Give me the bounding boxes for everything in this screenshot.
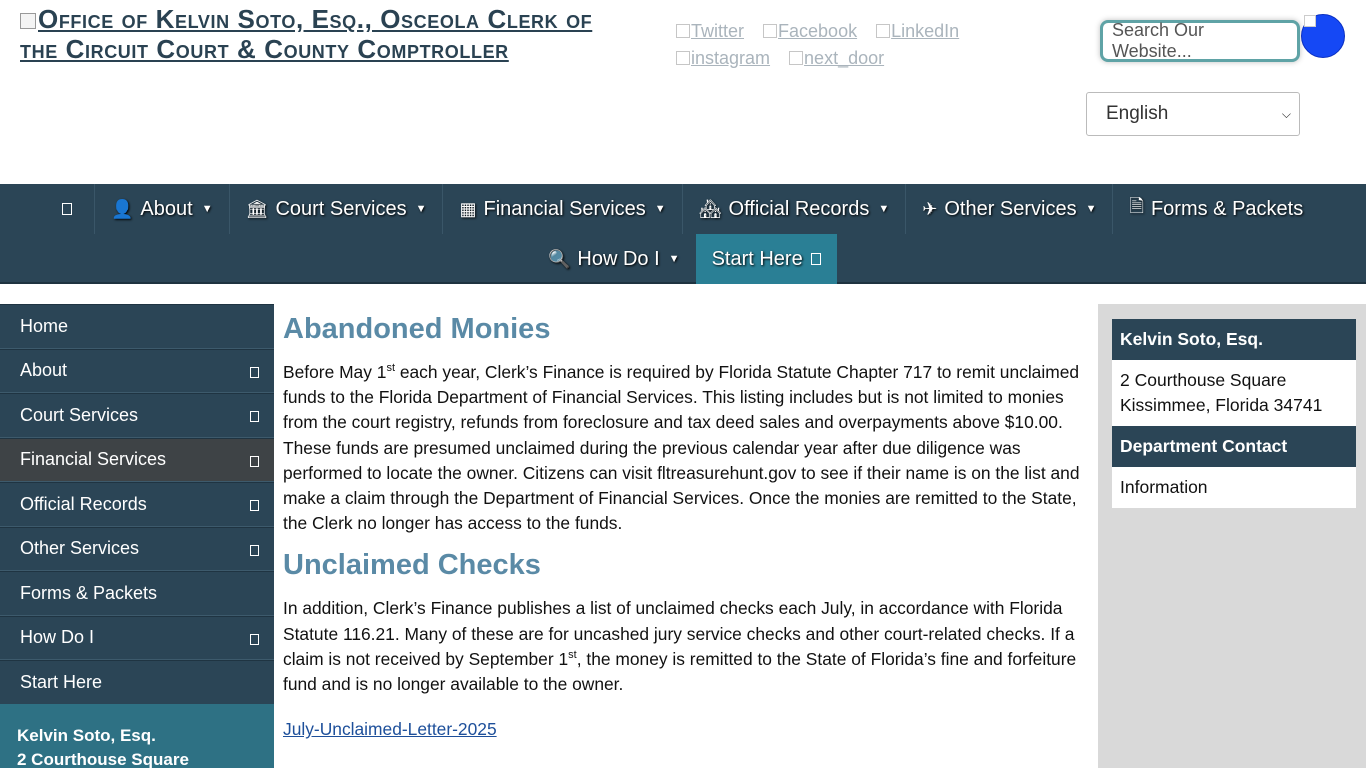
nav-official-records[interactable] [682, 184, 906, 234]
caret-down-icon: ▼ [415, 203, 427, 215]
site-logo-link[interactable] [20, 4, 620, 64]
home-icon [62, 203, 72, 215]
expand-icon[interactable] [250, 456, 259, 467]
nextdoor-link[interactable] [789, 45, 884, 72]
social-links [676, 18, 996, 72]
sidebar-item-label: Official Records [20, 493, 147, 514]
sidebar-item-label: Court Services [20, 404, 139, 425]
sidebar-item-home[interactable] [0, 304, 274, 349]
courthouse-icon: 🏛 [245, 198, 269, 219]
sidebar-item-court-services[interactable] [0, 393, 274, 438]
nav-court-services[interactable] [229, 184, 443, 234]
search-placeholder: Search Our Website... [1112, 20, 1205, 61]
abandoned-monies-paragraph [283, 360, 1089, 536]
linkedin-label: LinkedIn [891, 21, 960, 41]
expand-icon[interactable] [250, 545, 259, 556]
department-contact-info: Information [1120, 477, 1208, 497]
sidebar-item-label: Home [20, 315, 69, 336]
caret-down-icon: ▼ [668, 253, 680, 265]
linkedin-link[interactable] [876, 18, 959, 45]
sidebar-info-address: 2 Courthouse Square [17, 750, 189, 768]
broken-image-icon [789, 51, 803, 65]
nav-court-services-label: Court Services [275, 197, 407, 220]
right-sidebar [1098, 304, 1366, 768]
user-icon: 👤 [111, 198, 134, 219]
sidebar-item-how-do-i[interactable] [0, 616, 274, 661]
expand-icon[interactable] [250, 367, 259, 378]
nav-how-do-i[interactable] [532, 234, 696, 284]
instagram-link[interactable] [676, 45, 770, 72]
broken-image-icon [676, 51, 690, 65]
nav-financial-services[interactable] [442, 184, 681, 234]
expand-icon[interactable] [250, 500, 259, 511]
broken-image-icon [676, 24, 690, 38]
p2-rest: , the money is remitted to the State of Florida’s fine and forfeiture fund and is no longer available to the owner. [283, 648, 1077, 695]
sidebar-item-label: About [20, 360, 68, 381]
sidebar-item-label: Start Here [20, 671, 103, 692]
plane-icon: ✈ [922, 198, 938, 219]
arrow-icon [811, 253, 821, 265]
site-header [0, 0, 1366, 184]
nav-how-do-i-label: How Do I [577, 247, 660, 270]
instagram-label: instagram [691, 48, 771, 68]
sidebar-item-start-here[interactable] [0, 660, 274, 705]
unclaimed-checks-paragraph [283, 596, 1089, 697]
office-card [1112, 319, 1356, 427]
nav-financial-services-label: Financial Services [483, 197, 646, 220]
caret-down-icon: ▼ [1085, 203, 1097, 215]
sidebar-item-label: Other Services [20, 538, 140, 559]
facebook-link[interactable] [763, 18, 857, 45]
office-card-body [1112, 360, 1356, 427]
nav-about[interactable] [94, 184, 229, 234]
p1-sup: st [386, 362, 395, 375]
main-nav [0, 184, 1366, 284]
caret-down-icon: ▼ [201, 203, 213, 215]
buildings-icon: 🏘 [698, 198, 722, 219]
office-address-line2: Kissimmee, Florida 34741 [1120, 395, 1323, 415]
nav-start-here-label: Start Here [711, 247, 803, 270]
sidebar-info-name: Kelvin Soto, Esq. [17, 726, 156, 745]
caret-down-icon: ▼ [878, 203, 890, 215]
p1-start: Before May 1 [283, 362, 387, 382]
nav-official-records-label: Official Records [728, 197, 870, 220]
nav-forms-packets[interactable] [1112, 184, 1319, 234]
document-icon: 🗎 [1129, 196, 1144, 216]
expand-icon[interactable] [250, 634, 259, 645]
logo-alt-text: Office of Kelvin Soto, Esq., Osceola Clerk of the Circuit Court & County Comptroller [20, 4, 593, 64]
nav-home[interactable] [40, 184, 94, 234]
nav-forms-packets-label: Forms & Packets [1150, 197, 1304, 220]
department-contact-body [1112, 467, 1356, 508]
search-input[interactable] [1100, 20, 1300, 62]
sidebar-contact-info [0, 704, 274, 768]
sidebar-item-other-services[interactable] [0, 527, 274, 572]
p2-start: In addition, Clerk’s Finance publishes a list of unclaimed checks each July, in accordance with Florida Statute 116.21. Many of these are for uncashed jury service checks and other court-related checks. If a claim is not received by September 1 [283, 598, 1075, 669]
language-selected: English [1106, 103, 1169, 124]
p2-sup: st [568, 649, 577, 662]
caret-down-icon: ▼ [654, 203, 666, 215]
search-button[interactable] [1301, 14, 1345, 58]
facebook-label: Facebook [778, 21, 858, 41]
section-title: Unclaimed Checks [283, 549, 541, 582]
nav-start-here[interactable] [696, 234, 837, 284]
calculator-icon: ▦ [459, 198, 477, 219]
sidebar-item-label: How Do I [20, 627, 95, 648]
language-select[interactable] [1086, 92, 1300, 136]
office-card-title: Kelvin Soto, Esq. [1112, 319, 1356, 360]
page-title: Abandoned Monies [283, 313, 551, 345]
sidebar-item-forms-packets[interactable] [0, 571, 274, 616]
chevron-down-icon: ⌵ [1281, 107, 1291, 121]
expand-icon[interactable] [250, 411, 259, 422]
sidebar-item-financial-services[interactable] [0, 438, 274, 483]
department-contact-title: Department Contact [1112, 426, 1356, 467]
sidebar-item-label: Forms & Packets [20, 582, 158, 603]
main-content [274, 304, 1098, 768]
p1-rest: each year, Clerk’s Finance is required by Florida Statute Chapter 717 to remit unclaimed funds to the Florida Department of Financial Services. This listing includes but is not limited to monies from the court registry, refunds from foreclosure and tax deed sales and overpayments above $10.00. These funds are presumed unclaimed during the previous calendar year after due diligence was performed to locate the owner. Citizens can visit fltreasurehunt.gov to see if their name is on the list and make a claim through the Department of Financial Services. Once the monies are remitted to the State, the Clerk no longer has access to the funds. [283, 362, 1080, 534]
nextdoor-label: next_door [804, 48, 885, 68]
left-sidebar [0, 304, 274, 768]
department-contact-card [1112, 426, 1356, 508]
twitter-link[interactable] [676, 18, 744, 45]
nav-other-services-label: Other Services [944, 197, 1077, 220]
sidebar-item-official-records[interactable] [0, 482, 274, 527]
broken-image-icon [20, 13, 36, 29]
twitter-label: Twitter [691, 21, 745, 41]
office-address-line1: 2 Courthouse Square [1120, 370, 1287, 390]
nav-other-services[interactable] [905, 184, 1112, 234]
nav-row-1 [40, 184, 1319, 234]
broken-image-icon [763, 24, 777, 38]
magnifier-icon: 🔍 [548, 248, 571, 269]
unclaimed-letter-link[interactable]: July-Unclaimed-Letter-2025 [283, 719, 497, 740]
search-icon [1304, 15, 1316, 27]
nav-row-2 [532, 234, 837, 284]
broken-image-icon [876, 24, 890, 38]
nav-about-label: About [140, 197, 193, 220]
sidebar-item-about[interactable] [0, 349, 274, 394]
sidebar-item-label: Financial Services [20, 449, 167, 470]
